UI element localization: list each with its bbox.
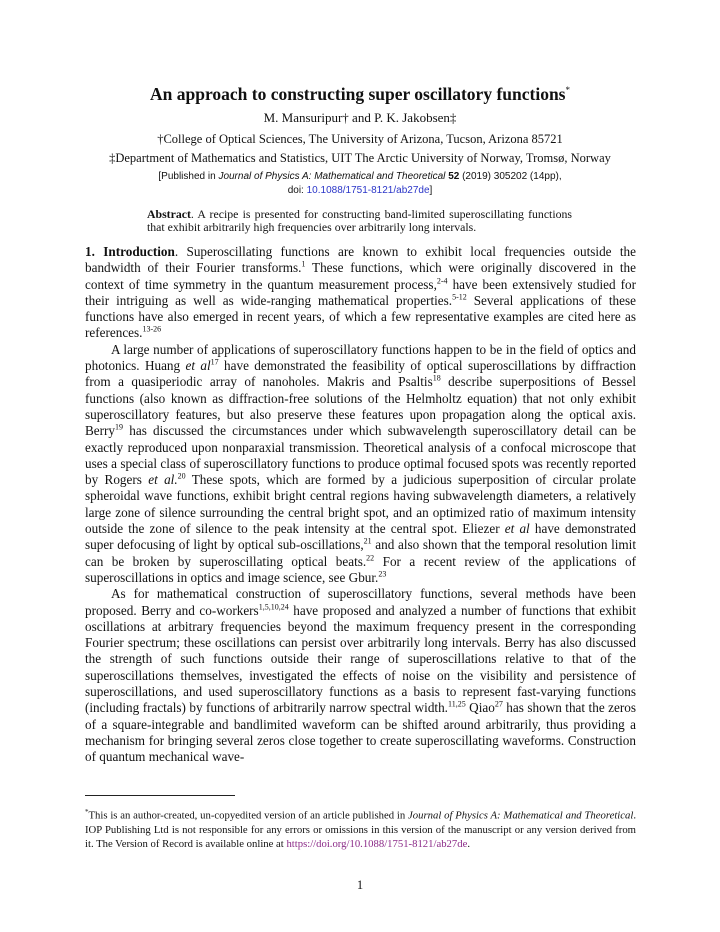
intro-paragraph-2: A large number of applications of superoscillatory functions happen to be in the field of optics and photonics. Huang et $al^{17}$ have demonstrated the feasibility of optical superoscillations by diffraction from a quasiperiodic array of nanoholes. Makris and Psaltis$^{18}$ describe superpositions of Bessel functions (also known as diffraction-free solutions of the Helmholtz equation) that not only exhibit superoscillatory features, but also preserve these features upon propagation along the optical axis. Berry$^{19}$ has discussed the circumstances under which subwavelength superoscillatory detail can be exactly reproduced upon nonparaxial transmission. Theoretical analysis of a confocal microscope that uses a special class of superoscillatory functions to produce optimal focused spots was recently reported by Rogers et al.$^{20}$ These spots, which are formed by a judicious superposition of circular prolate spheroidal wave functions, exhibit bright central regions having subwavelength diameters, a relatively large zone of silence surrounding the central bright spot, and an optimized ratio of maximum intensity outside the zone of silence to the peak intensity at the central spot. Eliezer et al have demonstrated super defocusing of light by optical sub-oscillations,$^{21}$ and also shown that the temporal resolution limit can be broken by superoscillating optical beats.$^{22}$ For a recent review of the applications of superoscillations in optics and image science, see Gbur.$^{23}$ bbox=[85, 341, 636, 585]
affiliation-arizona: †College of Optical Sciences, The University of Arizona, Tucson, Arizona 85721 bbox=[157, 132, 563, 146]
authors: M. Mansuripur† and P. K. Jakobsen‡ bbox=[263, 110, 457, 125]
abstract: Abstract. A recipe is presented for constructing band-limited superoscillating functions that exhibit arbitrarily high frequencies over arbitrarily long intervals. bbox=[147, 207, 572, 234]
doi-link[interactable]: 10.1088/1751-8121/ab27de bbox=[306, 185, 430, 196]
title-footnote-mark: * bbox=[565, 85, 570, 96]
footnote: *This is an author-created, un-copyedited version of an article published in Journal of Physics A: Mathematical and Theoretical. IOP Publishing Ltd is not responsible for any errors or omissions in this version of the manuscript or any version derived from it. The Version of Record is available online at https://doi.org/10.1088/1751-8121/ab27de. bbox=[85, 808, 636, 850]
footnote-divider bbox=[85, 795, 235, 796]
footnote-doi-link[interactable]: https://doi.org/10.1088/1751-8121/ab27de bbox=[286, 837, 468, 850]
publication-note: [Published in Journal of Physics A: Mathematical and Theoretical 52 (2019) 305202 (14pp), bbox=[158, 171, 562, 182]
abstract-label: Abstract bbox=[147, 207, 191, 221]
paper-title: An approach to constructing super oscillatory functions* bbox=[150, 84, 570, 104]
introduction-section bbox=[85, 244, 636, 766]
doi-line: doi: 10.1088/1751-8121/ab27de] bbox=[287, 185, 433, 196]
affiliation-norway: ‡Department of Mathematics and Statistics, UIT The Arctic University of Norway, Tromsø, Norway bbox=[109, 151, 611, 165]
intro-paragraph-1: 1. Introduction. Superoscillating functions are known to exhibit local frequencies outside the bandwidth of their Fourier transforms.$^1$ These functions, which were originally discovered in the context of time symmetry in the quantum measurement process,$^{2-4}$ have been extensively studied for their intriguing as well as wide-ranging mathematical properties.$^{5-12}$ Several applications of these functions have also emerged in recent years, of which a few representative examples are cited here as references.$^{13-26}$ bbox=[85, 244, 636, 341]
page-number: 1 bbox=[356, 878, 364, 892]
intro-paragraph-3: As for mathematical construction of superoscillatory functions, several methods have been proposed. Berry and co-workers$^{1,5,10,24}$ have proposed and analyzed a number of functions that exhibit oscillations at arbitrary frequencies beyond the maximum frequency present in the corresponding Fourier spectrum; these oscillations can persist over arbitrarily long intervals. Berry has also discussed the strength of such functions outside their range of superoscillations relative to that of the superoscillations themselves, investigated the effects of noise on the visibility and persistence of superoscillations, and used superoscillatory functions as a basis to represent fast-varying functions (including fractals) by functions of arbitrarily narrow spectral width.$^{11,25}$ Qiao$^{27}$ has shown that the zeros of a square-integrable and bandlimited waveform can be shifted around arbitrarily, thus providing a mechanism for bringing several zeros close together to create superoscillating waveforms. Construction of quantum mechanical wave- bbox=[85, 586, 636, 765]
section-heading: 1. Introduction bbox=[85, 244, 175, 259]
